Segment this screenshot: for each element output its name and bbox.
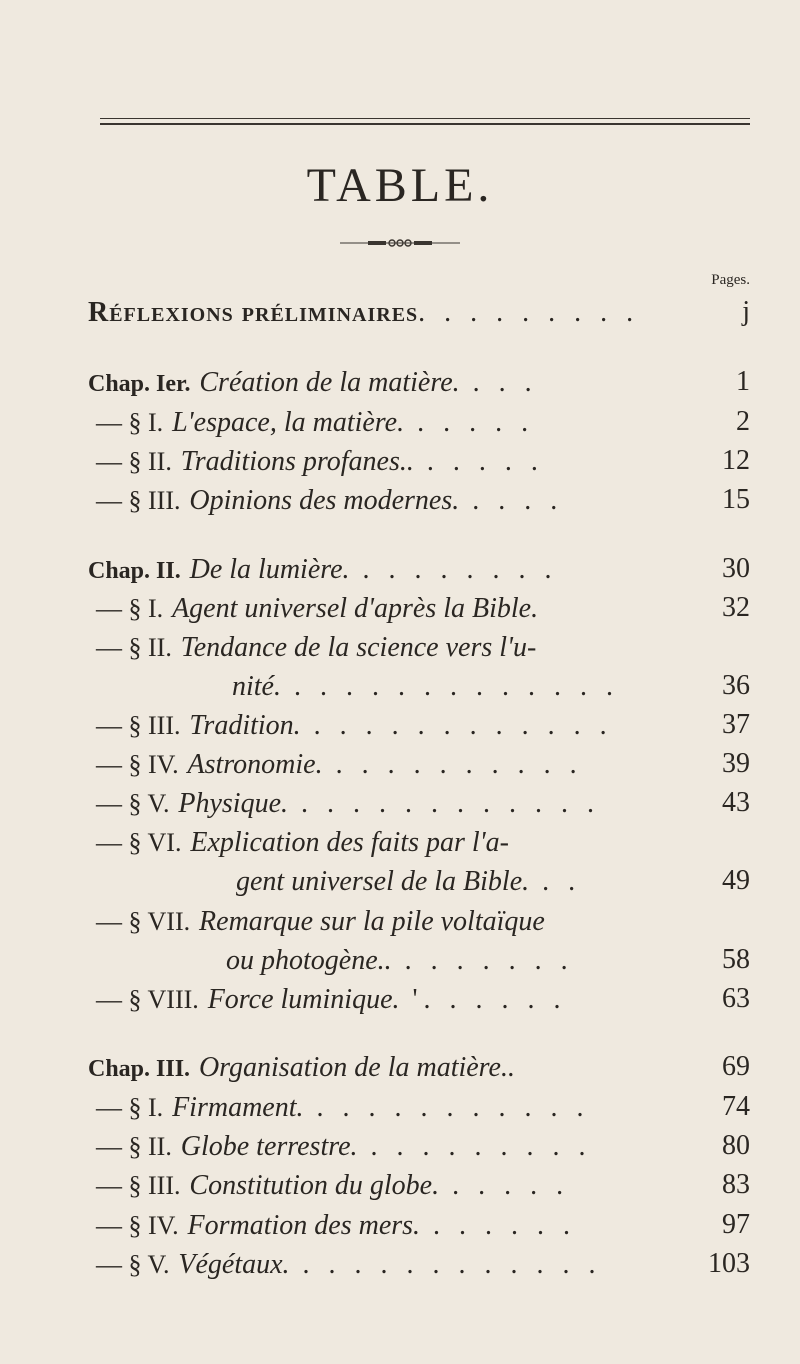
entry-title: nité. <box>232 671 281 702</box>
entry-title: Opinions des modernes. <box>189 485 460 516</box>
dot-leader: . . . . . . . . . . . . <box>288 788 601 819</box>
section-label: — § I. <box>96 408 164 437</box>
section-heading: Réflexions préliminaires <box>88 297 419 328</box>
toc-entry <box>0 867 800 911</box>
section-label: — § IV. <box>96 1211 179 1240</box>
toc-entry <box>0 1171 800 1215</box>
dot-leader: . . . . . <box>404 407 535 438</box>
dot-leader: . . . . . . . . . . <box>322 749 583 780</box>
dot-leader: . . . . . . . . . <box>357 1131 592 1162</box>
entry-title: ou photogène.. <box>226 945 392 976</box>
entry-title: Astronomie. <box>187 749 323 780</box>
dot-leader: . . . . . <box>439 1170 570 1201</box>
dot-leader: . . . . . . . . . <box>418 297 640 328</box>
dot-leader: . . <box>529 866 582 897</box>
chapter-label: Chap. III. <box>88 1056 191 1082</box>
entry-title: Globe terrestre. <box>180 1131 358 1162</box>
entry-title: Tradition. <box>189 710 301 741</box>
dot-leader: . . . . . . . . . . . <box>303 1092 590 1123</box>
chapter-label: Chap. Ier. <box>88 371 191 397</box>
page-number: 58 <box>722 944 750 975</box>
entry-title: De la lumière. <box>189 554 350 585</box>
ornament-divider <box>340 238 460 248</box>
page-title: TABLE. <box>306 159 494 212</box>
dot-leader: . . . . <box>459 485 564 516</box>
page-number: 43 <box>722 787 750 818</box>
page-number: 39 <box>722 748 750 779</box>
page-number: 1 <box>736 366 750 397</box>
entry-title: gent universel de la Bible. <box>236 866 530 897</box>
page-number: 2 <box>736 406 750 437</box>
entry-title: Explication des faits par l'a- <box>190 827 509 858</box>
entry-title: Remarque sur la pile voltaïque <box>199 906 545 937</box>
section-label: — § III. <box>96 486 181 515</box>
entry-title: Traditions profanes.. <box>180 446 414 477</box>
page-number: 36 <box>722 670 750 701</box>
toc-entry <box>0 368 800 412</box>
page-number: 15 <box>722 484 750 515</box>
section-label: — § II. <box>96 633 172 662</box>
dot-leader: . . . . . . <box>420 1210 577 1241</box>
entry-title: Tendance de la science vers l'u- <box>180 632 537 663</box>
section-label: — § IV. <box>96 750 179 779</box>
page-number: 83 <box>722 1169 750 1200</box>
page-number: 97 <box>722 1209 750 1240</box>
page-number: j <box>742 296 750 327</box>
section-label: — § V. <box>96 1250 170 1279</box>
chapter-label: Chap. II. <box>88 558 181 584</box>
page-number: 63 <box>722 983 750 1014</box>
dot-leader: . . . . . . . . <box>349 554 558 585</box>
dot-leader: . . . . . . . . . . . . <box>300 710 613 741</box>
entry-title: Organisation de la matière.. <box>198 1052 515 1083</box>
section-label: — § II. <box>96 1132 172 1161</box>
page-number: 69 <box>722 1051 750 1082</box>
entry-title: Végétaux. <box>178 1249 290 1280</box>
page-number: 37 <box>722 709 750 740</box>
section-label: — § II. <box>96 447 172 476</box>
page-number: 103 <box>708 1248 750 1279</box>
entry-title: Firmament. <box>172 1092 304 1123</box>
page-number: 30 <box>722 553 750 584</box>
entry-title: Constitution du globe. <box>189 1170 440 1201</box>
dot-leader: . . . . . <box>413 446 544 477</box>
section-label: — § I. <box>96 1093 164 1122</box>
top-rule <box>100 118 750 125</box>
toc-entry <box>0 298 800 342</box>
entry-title: Agent universel d'après la Bible. <box>172 593 539 624</box>
section-label: — § III. <box>96 711 181 740</box>
page-number: 32 <box>722 592 750 623</box>
toc-entry <box>0 1053 800 1097</box>
section-label: — § V. <box>96 789 170 818</box>
entry-title: L'espace, la matière. <box>172 407 405 438</box>
page-number: 74 <box>722 1091 750 1122</box>
section-label: — § I. <box>96 594 164 623</box>
dot-leader: '. . . . . . <box>399 984 567 1015</box>
pages-column-header: Pages. <box>711 272 750 288</box>
section-label: — § VII. <box>96 907 191 936</box>
dot-leader: . . . . . . . . . . . . <box>289 1249 602 1280</box>
entry-title: Création de la matière. <box>199 367 460 398</box>
page-number: 49 <box>722 865 750 896</box>
toc-entry <box>0 985 800 1029</box>
entry-title: Formation des mers. <box>187 1210 421 1241</box>
toc-entry <box>0 1250 800 1294</box>
entry-title: Force luminique. <box>207 984 400 1015</box>
dot-leader: . . . . . . . . . . . . . <box>281 671 619 702</box>
entry-title: Physique. <box>178 788 289 819</box>
section-label: — § VIII. <box>96 985 199 1014</box>
toc-entry <box>0 486 800 530</box>
dot-leader: . . . <box>459 367 538 398</box>
dot-leader: . . . . . . . <box>391 945 574 976</box>
section-label: — § VI. <box>96 828 182 857</box>
section-label: — § III. <box>96 1171 181 1200</box>
page-number: 12 <box>722 445 750 476</box>
page-number: 80 <box>722 1130 750 1161</box>
